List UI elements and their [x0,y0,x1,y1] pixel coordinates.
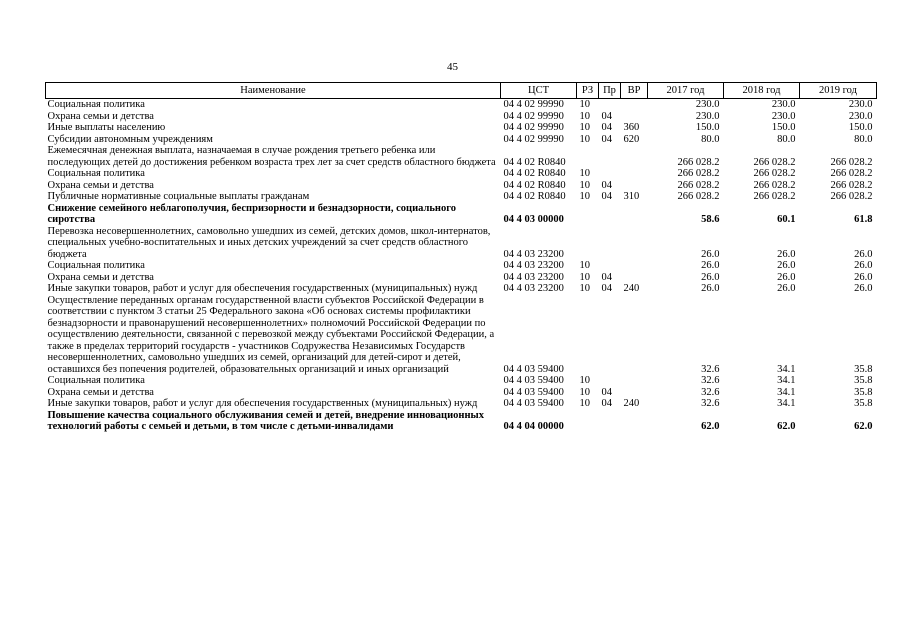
row-2019: 26.0 [854,283,873,294]
row-pr [599,375,621,387]
budget-table [45,82,877,433]
row-rz [577,410,599,433]
table-row [46,375,877,387]
table-row [46,203,877,226]
row-2019: 61.8 [854,214,873,225]
header-vr: ВР [621,83,648,99]
row-2017: 62.0 [701,421,720,432]
row-2019: 230.0 [848,99,873,110]
table-row [46,99,877,111]
row-2018: 62.0 [777,421,796,432]
header-2018: 2018 год [724,83,800,99]
row-2017: 26.0 [701,271,720,283]
row-name: Охрана семьи и детства [47,271,154,283]
row-pr: 04 [601,271,612,283]
row-vr [621,295,648,376]
row-cst: 04 4 03 59400 [503,386,564,398]
row-rz [577,145,599,168]
row-cst: 04 4 04 00000 [503,421,564,432]
row-cst: 04 4 03 59400 [503,375,564,386]
row-cst: 04 4 03 23200 [503,271,564,283]
table-row [46,398,877,410]
row-rz: 10 [579,168,590,179]
row-2018: 266 028.2 [753,179,796,191]
row-name: Перевозка несовершеннолетних, самовольно ушедших из семей, детских домов, школ-интернатов, специальных учебно-воспитательных и иных детских учреждений за счет средств областного бюджета [47,225,491,260]
row-2017: 26.0 [701,248,720,260]
row-name: Охрана семьи и детства [47,386,154,398]
row-2018: 26.0 [777,260,796,271]
table-row [46,410,877,433]
row-2019: 266 028.2 [830,156,873,168]
table-header-row [46,83,877,99]
row-name: Социальная политика [47,168,145,179]
row-vr: 620 [623,133,640,145]
row-pr [599,226,621,261]
row-2017: 230.0 [695,110,720,122]
row-2017: 266 028.2 [677,191,720,202]
row-name: Публичные нормативные социальные выплаты гражданам [47,191,310,202]
row-vr [621,99,648,111]
row-vr [621,180,648,192]
table-row [46,272,877,284]
row-2019: 150.0 [848,122,873,133]
row-2018: 26.0 [777,283,796,294]
table-row [46,387,877,399]
row-name: Социальная политика [47,260,145,271]
row-2017: 266 028.2 [677,156,720,168]
row-2018: 26.0 [777,248,796,260]
row-2018: 230.0 [771,99,796,110]
row-2017: 266 028.2 [677,179,720,191]
row-pr [599,295,621,376]
row-2019: 35.8 [854,375,873,386]
table-row [46,134,877,146]
row-2017: 26.0 [701,283,720,294]
row-2019: 35.8 [854,398,873,409]
row-2018: 60.1 [777,214,796,225]
header-name: Наименование [46,83,501,99]
row-cst: 04 4 02 99990 [503,133,564,145]
row-name: Ежемесячная денежная выплата, назначаемая в случае рождения третьего ребенка или последующих детей до достижения ребенком возраста трех лет за счет средств областного бюджета [47,145,496,168]
row-name: Осуществление переданных органам государственной власти субъектов Российской Федерации в соответствии с пунктом 3 статьи 25 Федерального закона «Об основах системы профилактики безнадзорности и правонарушений несовершеннолетних» полномочий Российской Федерации по осуществлению деятельности, связанной с перевозкой между субъектами Российской Федерации, а также в пределах территорий государств - участников Содружества Независимых Государств несовершеннолетних, самовольно ушедших из семей, организаций для детей-сирот и детей, оставшихся без попечения родителей, образовательных организаций и иных организаций [47,294,495,375]
row-name: Иные закупки товаров, работ и услуг для обеспечения государственных (муниципальных) нужд [47,283,478,294]
row-2018: 150.0 [771,122,796,133]
row-pr [599,145,621,168]
row-vr [621,410,648,433]
row-pr: 04 [601,283,612,294]
table-row [46,283,877,295]
row-vr [621,203,648,226]
row-name: Иные выплаты населению [47,122,166,133]
row-name: Субсидии автономным учреждениям [47,133,213,145]
row-2019: 230.0 [848,110,873,122]
row-cst: 04 4 02 99990 [503,110,564,122]
row-2018: 34.1 [777,363,796,375]
row-rz [577,203,599,226]
row-vr: 240 [623,398,640,409]
row-name: Снижение семейного неблагополучия, беспризорности и безнадзорности, социального сиротства [47,202,456,225]
table-row [46,168,877,180]
table-row [46,145,877,168]
row-pr: 04 [601,133,612,145]
row-2019: 80.0 [854,133,873,145]
row-2019: 62.0 [854,421,873,432]
row-2019: 266 028.2 [830,191,873,202]
row-pr [599,99,621,111]
row-2017: 26.0 [701,260,720,271]
row-rz: 10 [579,398,590,409]
row-rz: 10 [579,133,590,145]
row-cst: 04 4 03 23200 [503,260,564,271]
row-rz: 10 [579,191,590,202]
row-2018: 266 028.2 [753,191,796,202]
row-2019: 266 028.2 [830,168,873,179]
header-cst: ЦСТ [501,83,577,99]
header-2017: 2017 год [648,83,724,99]
row-rz: 10 [579,375,590,386]
row-name: Охрана семьи и детства [47,110,154,122]
row-pr: 04 [601,110,612,122]
row-vr [621,145,648,168]
row-vr [621,272,648,284]
row-name: Повышение качества социального обслуживания семей и детей, внедрение инновационных технологий работы с семьей и детьми, в том числе с детьми-инвалидами [47,409,484,432]
row-rz: 10 [579,386,590,398]
row-cst: 04 4 02 R0840 [503,191,566,202]
row-2017: 32.6 [701,375,720,386]
row-vr [621,226,648,261]
row-rz: 10 [579,110,590,122]
row-name: Социальная политика [47,99,145,110]
row-2017: 32.6 [701,386,720,398]
row-pr [599,203,621,226]
row-2018: 34.1 [777,386,796,398]
row-vr: 310 [623,191,640,202]
row-pr: 04 [601,122,612,133]
row-rz [577,295,599,376]
row-2018: 34.1 [777,375,796,386]
row-vr [621,111,648,123]
row-name: Иные закупки товаров, работ и услуг для обеспечения государственных (муниципальных) нужд [47,398,478,409]
row-rz: 10 [579,271,590,283]
row-cst: 04 4 03 00000 [503,214,564,225]
row-2019: 266 028.2 [830,179,873,191]
row-cst: 04 4 03 59400 [503,398,564,409]
table-body [46,99,877,433]
row-2018: 80.0 [777,133,796,145]
row-2019: 26.0 [854,248,873,260]
row-rz: 10 [579,179,590,191]
row-cst: 04 4 03 23200 [503,283,564,294]
row-vr: 360 [623,122,640,133]
table-row [46,260,877,272]
row-vr [621,168,648,180]
row-cst: 04 4 02 99990 [503,99,564,110]
row-2017: 80.0 [701,133,720,145]
row-2017: 230.0 [695,99,720,110]
row-pr: 04 [601,179,612,191]
row-rz: 10 [579,99,590,110]
row-vr [621,260,648,272]
row-pr [599,410,621,433]
row-vr [621,375,648,387]
row-cst: 04 4 02 R0840 [503,179,566,191]
row-rz: 10 [579,260,590,271]
row-pr: 04 [601,191,612,202]
row-2018: 26.0 [777,271,796,283]
header-pr: Пр [599,83,621,99]
row-2019: 35.8 [854,363,873,375]
row-name: Охрана семьи и детства [47,179,154,191]
header-rz: РЗ [577,83,599,99]
row-pr: 04 [601,386,612,398]
row-name: Социальная политика [47,375,145,386]
table-row [46,122,877,134]
row-rz [577,226,599,261]
table-row [46,226,877,261]
row-cst: 04 4 02 R0840 [503,168,566,179]
row-cst: 04 4 03 59400 [503,363,564,375]
row-cst: 04 4 02 99990 [503,122,564,133]
row-pr: 04 [601,398,612,409]
row-2017: 32.6 [701,363,720,375]
table-row [46,191,877,203]
row-2017: 58.6 [701,214,720,225]
table-row [46,180,877,192]
row-2017: 266 028.2 [677,168,720,179]
table-row [46,295,877,376]
row-pr [599,168,621,180]
row-2017: 150.0 [695,122,720,133]
table-row [46,111,877,123]
row-rz: 10 [579,122,590,133]
header-2019: 2019 год [800,83,877,99]
row-rz: 10 [579,283,590,294]
row-cst: 04 4 02 R0840 [503,156,566,168]
row-cst: 04 4 03 23200 [503,248,564,260]
page-number: 45 [447,61,458,73]
row-2018: 266 028.2 [753,156,796,168]
row-vr [621,387,648,399]
row-2018: 34.1 [777,398,796,409]
row-pr [599,260,621,272]
row-2018: 266 028.2 [753,168,796,179]
row-2017: 32.6 [701,398,720,409]
row-2018: 230.0 [771,110,796,122]
row-2019: 26.0 [854,271,873,283]
row-2019: 35.8 [854,386,873,398]
row-vr: 240 [623,283,640,294]
row-2019: 26.0 [854,260,873,271]
